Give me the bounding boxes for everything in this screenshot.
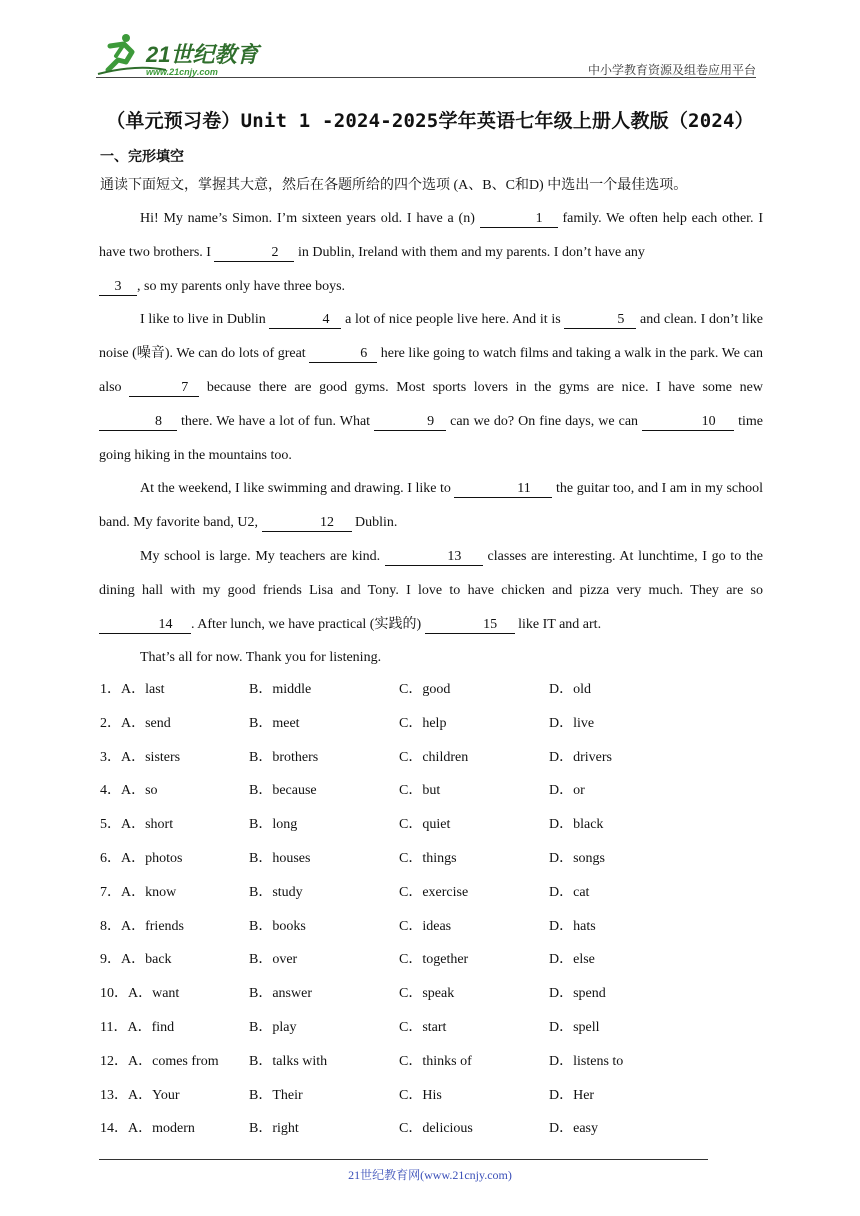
blank-14: 14 xyxy=(99,617,191,634)
option-a: 2．A．send xyxy=(100,715,171,731)
footer-link[interactable]: 21世纪教育网(www.21cnjy.com) xyxy=(348,1168,512,1182)
option-b: B．play xyxy=(249,1019,297,1035)
option-row xyxy=(100,741,760,775)
text: . After lunch, we have practical (实践的) xyxy=(191,616,425,632)
option-b: B．over xyxy=(249,952,298,968)
option-d: D．old xyxy=(549,682,591,697)
option-d: D．listens to xyxy=(549,1053,624,1069)
blank-10: 10 xyxy=(642,414,734,431)
option-b: B．talks with xyxy=(249,1053,328,1069)
option-b: B．books xyxy=(249,918,306,934)
option-b: B．houses xyxy=(249,850,311,866)
blank-13: 13 xyxy=(385,549,483,566)
option-a: 5．A．short xyxy=(100,817,174,833)
text: classes are interesting. At lunchtime, I go to the dining hall with my good friends Lisa and Tony. I love to have chicken and pizza very much. They are so xyxy=(99,548,763,598)
logo-url: www.21cnjy.com xyxy=(146,67,218,77)
blank-11: 11 xyxy=(454,481,552,498)
option-c: C．help xyxy=(399,715,447,731)
blank-6: 6 xyxy=(309,346,377,363)
option-row xyxy=(100,1045,760,1079)
blank-12: 12 xyxy=(262,515,352,532)
option-c: C．His xyxy=(399,1087,442,1103)
option-row xyxy=(100,842,760,876)
document-title: （单元预习卷）Unit 1 -2024-2025学年英语七年级上册人教版（2024） xyxy=(106,110,754,132)
paragraph-4 xyxy=(99,540,763,641)
option-row xyxy=(100,1011,760,1045)
passage xyxy=(99,202,763,675)
option-d: D．else xyxy=(549,952,595,968)
option-a: 10．A．want xyxy=(100,986,180,1002)
blank-5: 5 xyxy=(564,312,636,329)
blank-7: 7 xyxy=(129,380,199,397)
option-a: 13．A．Your xyxy=(100,1087,180,1103)
option-d: D．Her xyxy=(549,1087,595,1103)
text: At the weekend, I like swimming and drawing. I like to xyxy=(140,481,455,497)
site-logo xyxy=(96,32,266,80)
text: can we do? On fine days, we can xyxy=(446,413,643,429)
option-b: B．answer xyxy=(249,986,312,1002)
option-row xyxy=(100,943,760,977)
footer-divider xyxy=(99,1159,708,1160)
option-row xyxy=(100,808,760,842)
logo-text: 21世纪教育 xyxy=(146,42,259,67)
option-b: B．study xyxy=(249,884,303,900)
option-b: B．right xyxy=(249,1121,299,1137)
text: That’s all for now. Thank you for listening. xyxy=(140,650,382,666)
option-c: C．speak xyxy=(399,986,455,1002)
option-d: D．live xyxy=(549,715,595,731)
option-c: C．exercise xyxy=(399,884,469,900)
section-heading: 一、完形填空 xyxy=(100,149,184,165)
option-a: 14．A．modern xyxy=(100,1121,195,1137)
option-a: 1．A．last xyxy=(100,682,165,697)
text: Dublin. xyxy=(351,515,398,531)
blank-1: 1 xyxy=(480,211,558,228)
option-d: D．hats xyxy=(549,918,596,934)
header-platform-text: 中小学教育资源及组卷应用平台 xyxy=(587,63,756,77)
text: time going hiking in the mountains too. xyxy=(99,413,764,463)
text: in Dublin, Ireland with them and my parents. I don’t have any xyxy=(294,244,645,260)
option-c: C．together xyxy=(399,952,469,968)
option-c: C．but xyxy=(399,783,441,799)
text: the guitar too, and I am in my school band. My favorite band, U2, xyxy=(99,481,763,531)
option-c: C．quiet xyxy=(399,817,451,833)
blank-2: 2 xyxy=(214,245,294,262)
blank-9: 9 xyxy=(374,414,446,431)
option-c: C．things xyxy=(399,850,457,866)
page-header xyxy=(0,0,860,82)
option-b: B．brothers xyxy=(249,749,319,765)
blank-4: 4 xyxy=(269,312,341,329)
option-b: B．because xyxy=(249,783,317,799)
option-row xyxy=(100,977,760,1011)
text: here like going to watch films and taking a walk in the park. We can also xyxy=(99,346,763,395)
option-d: D．cat xyxy=(549,884,590,900)
option-d: D．spend xyxy=(549,986,606,1002)
paragraph-2 xyxy=(99,303,763,472)
option-c: C．ideas xyxy=(399,918,452,934)
option-a: 9．A．back xyxy=(100,952,172,968)
text: there. We have a lot of fun. What xyxy=(177,413,375,429)
paragraph-1-cont xyxy=(99,270,763,304)
options-list xyxy=(100,673,760,1146)
option-c: C．good xyxy=(399,682,451,697)
instructions: 通读下面短文，掌握其大意，然后在各题所给的四个选项 (A、B、C和D) 中选出一个最佳选项。 xyxy=(100,178,688,193)
blank-3: 3 xyxy=(99,279,137,296)
text: and clean. I don’t like noise (噪音). We can do lots of great xyxy=(99,312,763,362)
option-d: D．black xyxy=(549,817,604,833)
option-b: B．Their xyxy=(249,1087,303,1103)
paragraph-5 xyxy=(99,641,763,675)
option-d: D．spell xyxy=(549,1019,600,1035)
text: I like to live in Dublin xyxy=(140,312,270,328)
option-a: 11．A．find xyxy=(100,1019,175,1035)
option-row xyxy=(100,673,760,707)
blank-15: 15 xyxy=(425,617,515,634)
text: Hi! My name’s Simon. I’m sixteen years old. I have a (n) xyxy=(140,211,480,226)
option-a: 4．A．so xyxy=(100,783,158,799)
option-row xyxy=(100,876,760,910)
option-b: B．long xyxy=(249,817,298,833)
header-divider xyxy=(96,77,756,78)
option-d: D．drivers xyxy=(549,749,612,765)
option-d: D．or xyxy=(549,783,585,799)
option-row xyxy=(100,910,760,944)
option-row xyxy=(100,1079,760,1113)
option-d: D．songs xyxy=(549,850,606,866)
option-d: D．easy xyxy=(549,1121,598,1137)
text: My school is large. My teachers are kind. xyxy=(140,548,385,564)
text: like IT and art. xyxy=(514,616,602,632)
blank-8: 8 xyxy=(99,414,177,431)
text: because there are good gyms. Most sports lovers in the gyms are nice. I have some new xyxy=(199,379,763,395)
option-row xyxy=(100,774,760,808)
option-a: 6．A．photos xyxy=(100,850,183,866)
option-c: C．delicious xyxy=(399,1121,473,1137)
option-row xyxy=(100,707,760,741)
text: , so my parents only have three boys. xyxy=(137,278,346,294)
option-c: C．children xyxy=(399,749,469,765)
text: family. We often help each other. I have two brothers. I xyxy=(99,211,763,260)
paragraph-1 xyxy=(99,202,763,270)
option-a: 12．A．comes from xyxy=(100,1053,219,1069)
option-c: C．thinks of xyxy=(399,1053,472,1069)
paragraph-3 xyxy=(99,472,763,540)
text: a lot of nice people live here. And it is xyxy=(341,312,565,328)
option-a: 3．A．sisters xyxy=(100,749,181,765)
option-a: 7．A．know xyxy=(100,884,177,900)
option-a: 8．A．friends xyxy=(100,918,184,934)
option-b: B．meet xyxy=(249,715,300,731)
option-b: B．middle xyxy=(249,682,312,697)
option-c: C．start xyxy=(399,1019,447,1035)
option-row xyxy=(100,1112,760,1146)
